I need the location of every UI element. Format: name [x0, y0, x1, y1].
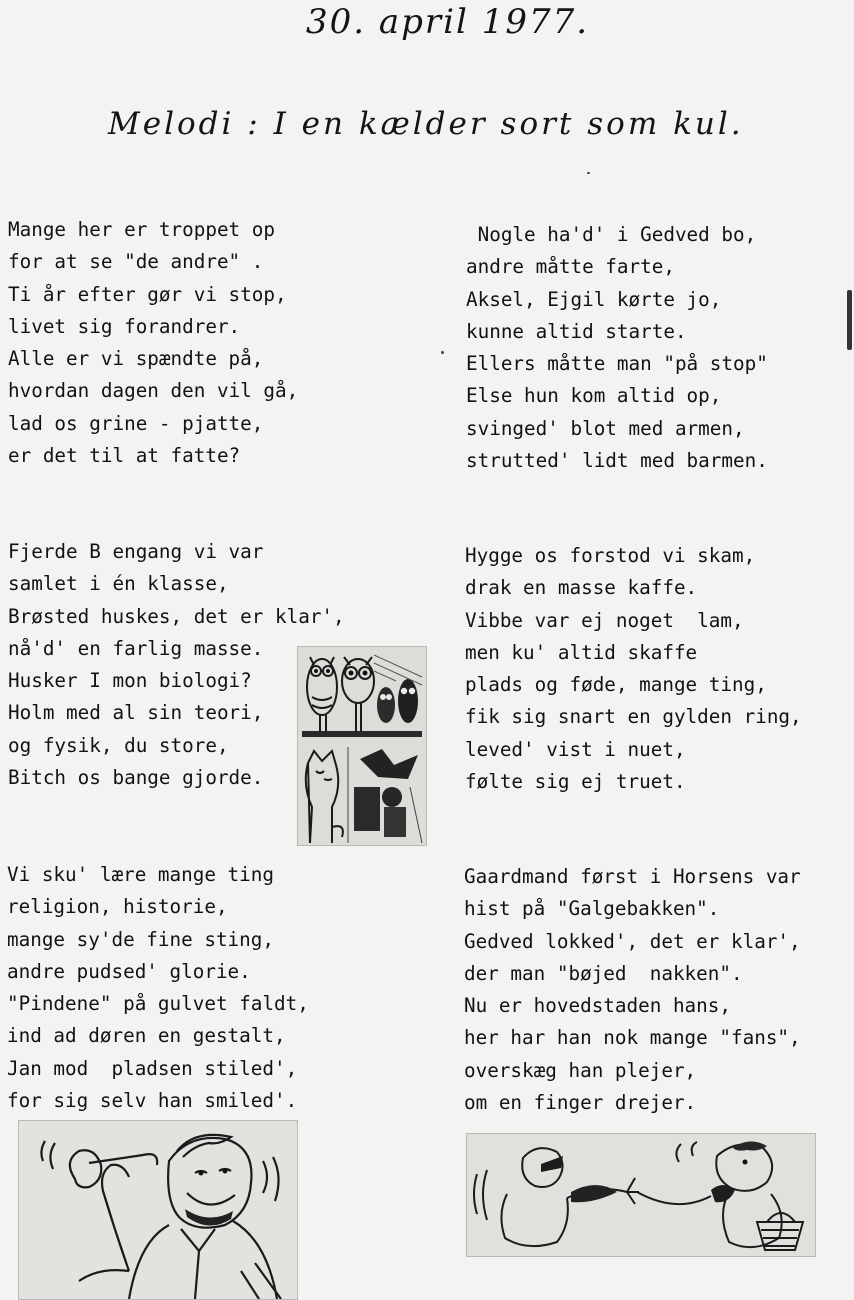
verse-line: kunne altid starte. — [466, 319, 687, 343]
melody-line: Melodi : I en kælder sort som kul. — [108, 106, 744, 142]
stanza-4 — [465, 540, 802, 798]
verse-line: fik sig snart en gylden ring, — [465, 705, 802, 729]
verse-line: Fjerde B engang vi var — [8, 540, 264, 563]
verse-line: ind ad døren en gestalt, — [7, 1024, 286, 1048]
verse-line: Aksel, Ejgil kørte jo, — [466, 287, 722, 311]
verse-line: Vi sku' lære mange ting — [7, 863, 274, 886]
verse-line: Husker I mon biologi? — [8, 669, 252, 693]
verse-line: er det til at fatte? — [8, 444, 241, 468]
verse-line: Nogle ha'd' i Gedved bo, — [466, 223, 757, 246]
verse-line: Alle er vi spændte på, — [8, 347, 264, 371]
verse-line: men ku' altid skaffe — [465, 640, 698, 664]
verse-line: mange sy'de fine sting, — [7, 927, 274, 951]
owls-and-cat-drawing-icon — [297, 646, 427, 846]
verse-line: drak en masse kaffe. — [465, 576, 698, 600]
scan-speck — [441, 351, 444, 354]
verse-line: samlet i én klasse, — [8, 572, 229, 596]
verse-line: og fysik, du store, — [8, 733, 229, 757]
verse-line: leved' vist i nuet, — [465, 737, 686, 761]
stanza-5 — [7, 859, 309, 1117]
verse-line: svinged' blot med armen, — [466, 416, 745, 440]
stanza-2 — [466, 219, 768, 477]
verse-line: Holm med al sin teori, — [8, 701, 264, 725]
verse-line: Brøsted huskes, det er klar', — [8, 604, 345, 628]
verse-line: livet sig forandrer. — [8, 314, 241, 338]
scan-speck — [847, 290, 852, 350]
verse-line: nå'd' en farlig masse. — [8, 636, 264, 660]
verse-line: om en finger drejer. — [464, 1091, 697, 1115]
stanza-3 — [8, 536, 345, 794]
verse-line: Ti år efter gør vi stop, — [8, 282, 287, 306]
verse-line: der man "bøjed nakken". — [464, 961, 743, 985]
verse-line: Vibbe var ej noget lam, — [465, 608, 744, 632]
stanza-6 — [464, 861, 801, 1119]
verse-line: andre pudsed' glorie. — [7, 959, 251, 983]
verse-line: følte sig ej truet. — [465, 770, 686, 794]
verse-line: "Pindene" på gulvet faldt, — [7, 992, 309, 1016]
scan-speck — [587, 172, 590, 174]
verse-line: plads og føde, mange ting, — [465, 673, 767, 697]
verse-line: her har han nok mange "fans", — [464, 1026, 801, 1050]
verse-line: for sig selv han smiled'. — [7, 1089, 298, 1113]
verse-line: Jan mod pladsen stiled', — [7, 1056, 298, 1080]
verse-line: strutted' lidt med barmen. — [466, 449, 768, 473]
verse-line: Nu er hovedstaden hans, — [464, 994, 731, 1018]
verse-line: hvordan dagen den vil gå, — [8, 379, 299, 403]
verse-line: Gedved lokked', det er klar', — [464, 929, 801, 953]
verse-line: overskæg han plejer, — [464, 1058, 697, 1082]
verse-line: lad os grine - pjatte, — [8, 411, 264, 435]
song-date: 30. april 1977. — [306, 2, 590, 42]
verse-line: Gaardmand først i Horsens var — [464, 865, 801, 888]
verse-line: Ellers måtte man "på stop" — [466, 352, 768, 376]
verse-line: Hygge os forstod vi skam, — [465, 544, 756, 567]
verse-line: religion, historie, — [7, 895, 228, 919]
laughing-man-drawing-icon — [18, 1120, 298, 1300]
verse-line: Bitch os bange gjorde. — [8, 766, 264, 790]
verse-line: Else hun kom altid op, — [466, 384, 722, 408]
verse-line: for at se "de andre" . — [8, 250, 264, 274]
verse-line: Mange her er troppet op — [8, 218, 275, 241]
verse-line: andre måtte farte, — [466, 255, 675, 279]
chase-cartoon-drawing-icon — [466, 1133, 816, 1257]
stanza-1 — [8, 214, 298, 472]
verse-line: hist på "Galgebakken". — [464, 897, 720, 921]
